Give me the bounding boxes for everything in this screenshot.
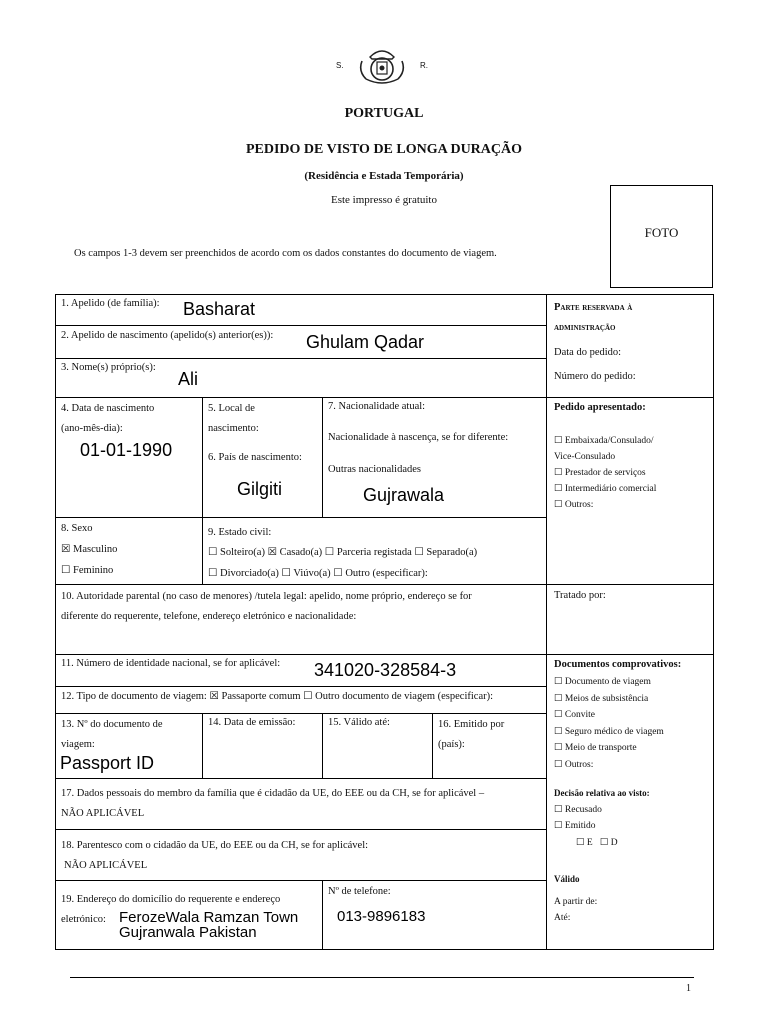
field-1-surname[interactable]: Basharat (183, 299, 256, 319)
field-8-label: 8. Sexo (61, 523, 93, 534)
sex-male-checkbox[interactable]: ☒ Masculino (61, 544, 118, 555)
field-9-label: 9. Estado civil: (208, 527, 272, 538)
docs-means-checkbox[interactable]: ☐ Meios de subsistência (554, 693, 649, 704)
field-10-label: 10. Autoridade parental (no caso de menores) /tutela legal: apelido, nome próprio, endereço se for diferente do requerente, telefone, endereço eletrónico e nacionalidade: (61, 591, 472, 622)
field-11-national-id[interactable]: 341020-328584-3 (314, 660, 457, 680)
admin-submitted-title: Pedido apresentado: (554, 402, 646, 413)
field-3-given-names[interactable]: Ali (178, 369, 199, 389)
field-16-label: 16. Emitido por (país): (438, 719, 505, 750)
submitted-intermediary-checkbox[interactable]: ☐ Intermediário comercial (554, 484, 657, 494)
docs-transport-checkbox[interactable]: ☐ Meio de transporte (554, 743, 637, 754)
admin-decision-title: Decisão relativa ao visto: (554, 788, 650, 798)
field-6-label: 6. País de nascimento: (208, 452, 302, 463)
field-19-label: 19. Endereço do domicílio do requerente e endereço eletrónico: (61, 894, 281, 925)
country-heading: PORTUGAL (344, 106, 424, 121)
field-3-label: 3. Nome(s) próprio(s): (61, 362, 156, 373)
free-form-note: Este impresso é gratuito (330, 194, 437, 206)
field-15-label: 15. Válido até: (328, 717, 390, 728)
field-7-nationality-value[interactable]: Gujrawala (363, 485, 445, 505)
field-13-label: 13. Nº do documento de viagem: (61, 719, 163, 750)
form-title: PEDIDO DE VISTO DE LONGA DURAÇÃO (245, 142, 523, 157)
instructions-text: Os campos 1-3 devem ser preenchidos de acordo com os dados constantes do documento de viagem. (74, 248, 497, 259)
field-1-label: 1. Apelido (de família): (61, 298, 160, 309)
civil-status-line-2[interactable]: ☐ Divorciado(a) ☐ Viúvo(a) ☐ Outro (especificar): (208, 568, 428, 579)
field-14-label: 14. Data de emissão: (208, 717, 296, 728)
submitted-embassy-cont: Vice-Consulado (554, 452, 616, 462)
docs-invite-checkbox[interactable]: ☐ Convite (554, 710, 595, 721)
admin-request-date: Data do pedido: (554, 347, 622, 358)
submitted-others-checkbox[interactable]: ☐ Outros: (554, 500, 594, 510)
admin-valid-title: Válido (554, 874, 580, 884)
admin-reserved-heading-2: administração (554, 322, 616, 333)
phone-number[interactable]: 013-9896183 (337, 908, 426, 925)
field-7-other-nationalities: Outras nacionalidades (328, 464, 422, 475)
sex-female-checkbox[interactable]: ☐ Feminino (61, 565, 114, 576)
field-7-birth-nationality: Nacionalidade à nascença, se for diferente: (328, 432, 509, 443)
field-4-birth-date[interactable]: 01-01-1990 (80, 440, 173, 460)
civil-status-line-1[interactable]: ☐ Solteiro(a) ☒ Casado(a) ☐ Parceria registada ☐ Separado(a) (208, 547, 478, 558)
decision-e-d-checkboxes[interactable]: ☐ E ☐ D (576, 838, 618, 848)
field-19-address-line-2[interactable]: Gujranwala Pakistan (119, 924, 257, 941)
field-12-travel-doc-type[interactable]: 12. Tipo de documento de viagem: ☒ Passaporte comum ☐ Outro documento de viagem (especificar): (61, 691, 494, 702)
field-18-label: 18. Parentesco com o cidadão da UE, do EEE ou da CH, se for aplicável: NÃO APLICÁVEL (61, 840, 369, 871)
admin-reserved-heading-1: Parte reservada à (554, 302, 633, 313)
field-17-label: 17. Dados pessoais do membro da família que é cidadão da UE, do EEE ou da CH, se for aplicável – NÃO APLICÁVEL (61, 788, 485, 819)
field-19-address-line-1[interactable]: FerozeWala Ramzan Town (119, 909, 299, 926)
admin-valid-from: A partir de: (554, 897, 598, 907)
decision-issued-checkbox[interactable]: ☐ Emitido (554, 821, 596, 831)
admin-submitted-options (554, 433, 656, 513)
field-7-label: 7. Nacionalidade atual: (328, 401, 426, 412)
admin-request-number: Número do pedido: (554, 371, 636, 382)
submitted-provider-checkbox[interactable]: ☐ Prestador de serviços (554, 468, 646, 478)
coat-of-arms-icon (356, 47, 408, 85)
photo-label: FOTO (644, 225, 679, 240)
footer-rule (70, 977, 694, 978)
field-6-birth-country[interactable]: Gilgiti (237, 479, 283, 499)
field-5-label: 5. Local de nascimento: (208, 403, 259, 434)
admin-docs-options (554, 674, 664, 774)
admin-docs-title: Documentos comprovativos: (554, 659, 682, 670)
field-2-birth-surname[interactable]: Ghulam Qadar (306, 332, 425, 352)
submitted-embassy-checkbox[interactable]: ☐ Embaixada/Consulado/ (554, 436, 654, 446)
field-4-label: 4. Data de nascimento (ano-mês-dia): (61, 403, 155, 434)
field-11-label: 11. Número de identidade nacional, se for aplicável: (61, 658, 281, 669)
page-number: 1 (686, 983, 691, 994)
admin-valid-until: Até: (554, 913, 571, 923)
admin-handled-by: Tratado por: (554, 590, 606, 601)
seal-letter-r: R. (420, 61, 428, 70)
docs-insurance-checkbox[interactable]: ☐ Seguro médico de viagem (554, 726, 664, 737)
docs-others-checkbox[interactable]: ☐ Outros: (554, 759, 594, 770)
phone-label: Nº de telefone: (328, 886, 391, 897)
field-13-travel-doc-number[interactable]: Passport ID (60, 753, 155, 773)
seal-letter-s: S. (336, 61, 344, 70)
photo-box (610, 185, 713, 288)
form-subtitle: (Residência e Estada Temporária) (304, 170, 464, 182)
docs-travel-checkbox[interactable]: ☐ Documento de viagem (554, 677, 651, 687)
decision-refused-checkbox[interactable]: ☐ Recusado (554, 805, 602, 815)
field-2-label: 2. Apelido de nascimento (apelido(s) anterior(es)): (61, 330, 274, 341)
